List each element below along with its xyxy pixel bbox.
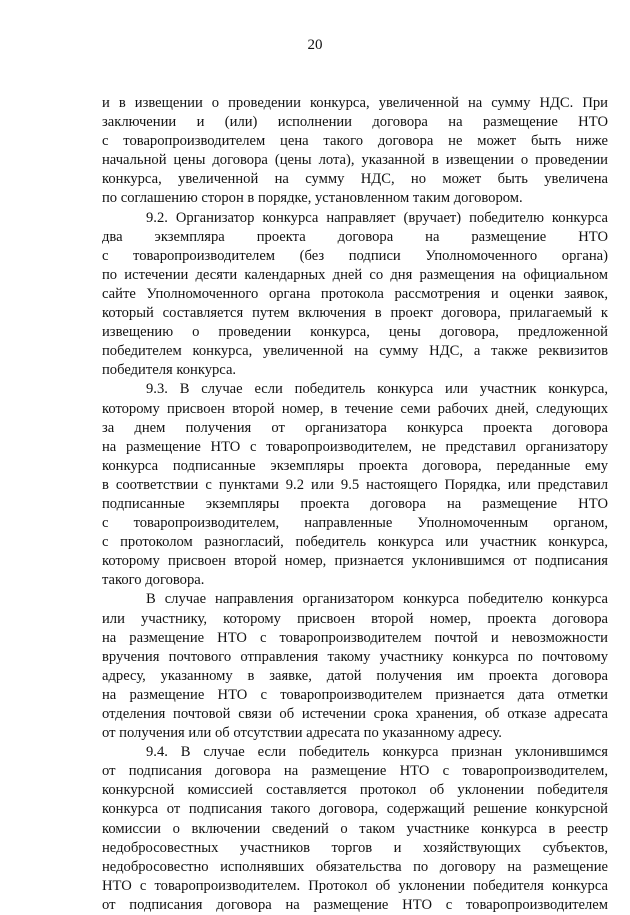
paragraph-start: 9.4. В случае если победитель конкурса признан уклонившимся xyxy=(146,744,608,761)
text-line: вручения почтового отправления такому участнику конкурса по почтовому xyxy=(102,648,608,665)
page-number: 20 xyxy=(307,37,323,53)
text-line: отделения почтовой связи об истечении срока хранения, об отказе адресата xyxy=(102,706,608,722)
text-line: от получения или об отсутствии адресата по указанному адресу. xyxy=(102,725,502,742)
text-line: которому присвоен второй номер, признается уклонившимся от подписания xyxy=(102,553,608,570)
text-line: конкурса, увеличенной на сумму НДС, но может быть увеличена xyxy=(102,171,608,188)
text-line: с протоколом разногласий, победитель конкурса или участник конкурса, xyxy=(102,534,608,551)
text-line: конкурсной комиссией составляется протокол об уклонении победителя xyxy=(102,782,608,799)
text-line: комиссии о включении сведений о таком участнике конкурса в реестр xyxy=(102,820,608,837)
paragraph-start: В случае направления организатором конкурса победителю конкурса xyxy=(146,591,608,608)
text-line: или участнику, которому присвоен второй номер, проекта договора xyxy=(102,610,608,627)
text-line: в соответствии с пунктами 9.2 или 9.5 настоящего Порядка, или представил xyxy=(102,476,608,493)
paragraph-start: 9.3. В случае если победитель конкурса или участник конкурса, xyxy=(146,381,608,398)
text-line: победителем конкурса, увеличенной на сумму НДС, а также реквизитов xyxy=(102,343,608,360)
text-line: такого договора. xyxy=(102,572,205,589)
text-line: который составляется путем включения в проект договора, прилагаемый к xyxy=(102,305,608,322)
text-line: с товаропроизводителем, направленные Уполномоченным органом, xyxy=(102,515,608,532)
text-line: начальной цены договора (цены лота), указанной в извещении о проведении xyxy=(102,152,608,169)
text-line: от подписания договора на размещение НТО с товаропроизводителем, xyxy=(102,763,608,780)
text-line: которому присвоен второй номер, в течение семи рабочих дней, следующих xyxy=(102,400,608,417)
text-line: на размещение НТО с товаропроизводителем почтой и невозможности xyxy=(102,629,608,646)
text-line: два экземпляра проекта договора на размещение НТО xyxy=(102,228,608,245)
text-line: недобросовестных участников торгов и хозяйствующих субъектов, xyxy=(102,839,608,856)
text-line: и в извещении о проведении конкурса, увеличенной на сумму НДС. При xyxy=(102,95,608,111)
body-text xyxy=(102,94,608,915)
text-line: НТО с товаропроизводителем. Протокол об уклонении победителя конкурса xyxy=(102,877,608,894)
text-line: за днем получения от организатора конкурса проекта договора xyxy=(102,419,608,436)
text-line: подписанные экземпляры проекта договора на размещение НТО xyxy=(102,495,608,512)
text-line: на размещение НТО с товаропроизводителем, не представил организатору xyxy=(102,438,608,455)
text-line: с товаропроизводителем (без подписи Уполномоченного органа) xyxy=(102,247,608,264)
text-line: конкурса подписанные экземпляры проекта договора, переданные ему xyxy=(102,457,608,474)
text-line: недобросовестно исполнявших обязательства по договору на размещение xyxy=(102,858,608,875)
text-line: с товаропроизводителем цена такого договора не может быть ниже xyxy=(102,133,608,150)
text-line: адресу, указанному в заявке, датой получения им проекта договора xyxy=(102,667,608,684)
text-line: извещению о проведении конкурса, цены договора, предложенной xyxy=(102,324,608,341)
text-line: на размещение НТО с товаропроизводителем признается дата отметки xyxy=(102,686,608,703)
text-line: по истечении десяти календарных дней со дня размещения на официальном xyxy=(102,266,608,283)
text-line: победителя конкурса. xyxy=(102,362,237,379)
text-line: по соглашению сторон в порядке, установленном таким договором. xyxy=(102,190,523,207)
text-line: конкурса от подписания такого договора, содержащий решение конкурсной xyxy=(102,801,608,818)
text-line: от подписания договора на размещение НТО с товаропроизводителем xyxy=(102,896,608,913)
paragraph-start: 9.2. Организатор конкурса направляет (вручает) победителю конкурса xyxy=(146,209,608,226)
text-line: заключении и (или) исполнении договора на размещение НТО xyxy=(102,114,608,131)
text-line: сайте Уполномоченного органа протокола рассмотрения и оценки заявок, xyxy=(102,285,608,302)
